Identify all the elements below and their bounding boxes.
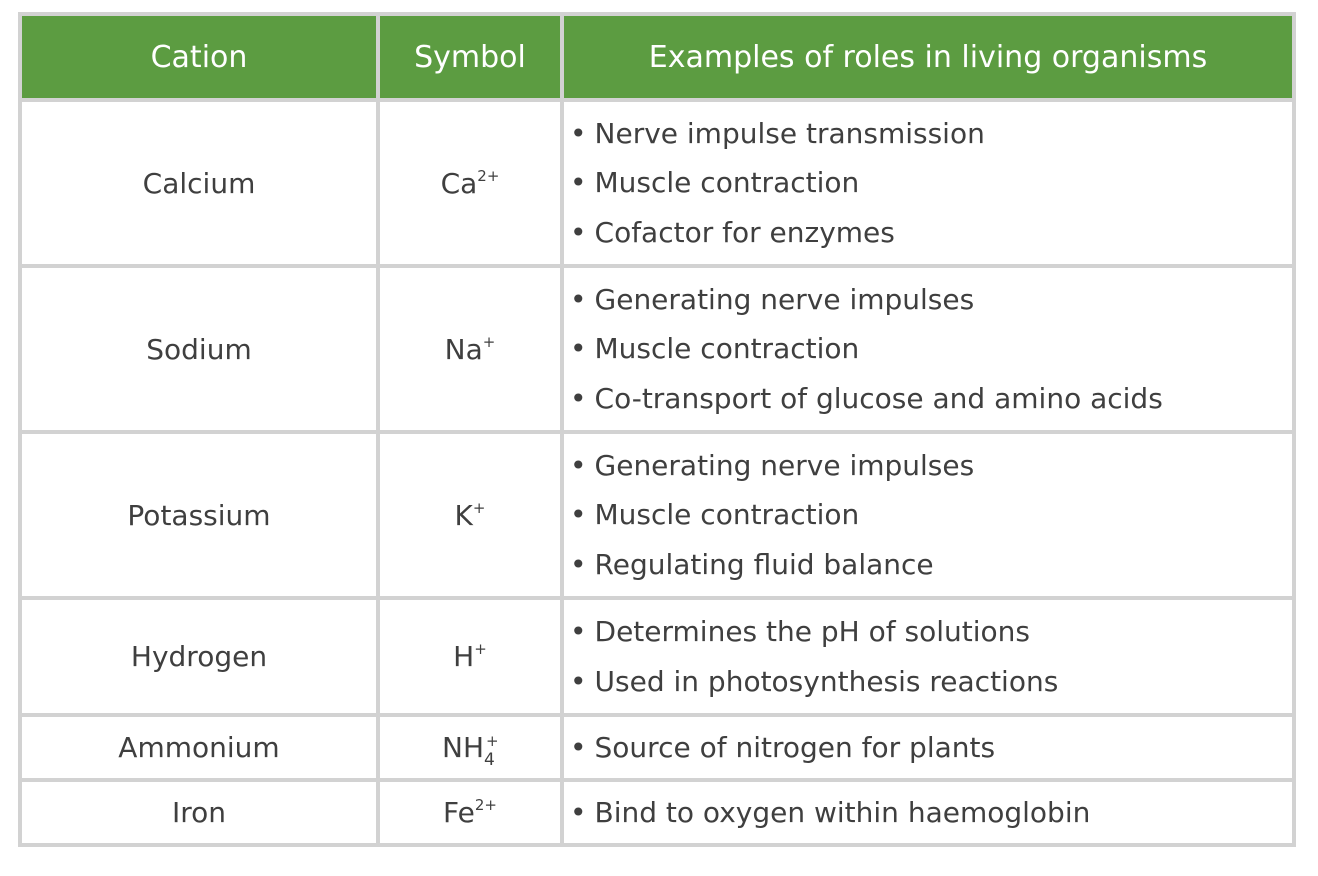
- bullet-icon: •: [570, 498, 587, 532]
- bullet-icon: •: [570, 215, 587, 249]
- ion-symbol: [380, 268, 560, 430]
- bullet-icon: •: [570, 730, 587, 764]
- symbol-charge: 2+: [474, 796, 497, 814]
- symbol-base: Ca: [440, 166, 478, 200]
- bullet-icon: •: [570, 166, 587, 200]
- bullet-icon: •: [570, 795, 587, 829]
- symbol-base: Na: [444, 332, 483, 366]
- ion-symbol: [380, 102, 560, 264]
- table-row: [22, 717, 1292, 778]
- ion-symbol: [380, 782, 560, 843]
- cation-name: Sodium: [22, 268, 376, 430]
- role-item: • Generating nerve impulses: [570, 282, 975, 316]
- table-row: [22, 600, 1292, 713]
- role-item: • Co-transport of glucose and amino acids: [570, 381, 1163, 415]
- bullet-icon: •: [570, 547, 587, 581]
- symbol-charge: +: [482, 332, 496, 351]
- header-symbol: Symbol: [380, 16, 560, 98]
- cation-name: Calcium: [22, 102, 376, 264]
- cation-name: Potassium: [22, 434, 376, 596]
- roles-cell: [564, 782, 1292, 843]
- roles-cell: [564, 268, 1292, 430]
- bullet-icon: •: [570, 282, 587, 316]
- cation-roles-table-container: [18, 12, 1296, 847]
- symbol-base: Fe: [443, 796, 475, 829]
- role-item: • Muscle contraction: [570, 332, 860, 366]
- ion-symbol: [380, 717, 560, 778]
- bullet-icon: •: [570, 332, 587, 366]
- roles-cell: [564, 600, 1292, 713]
- symbol-base: NH: [442, 731, 484, 764]
- role-item: • Muscle contraction: [570, 166, 860, 200]
- bullet-icon: •: [570, 116, 587, 150]
- bullet-icon: •: [570, 448, 587, 482]
- cation-roles-table: [18, 12, 1296, 847]
- symbol-charge: +: [474, 640, 487, 658]
- symbol-base: K: [454, 498, 473, 532]
- symbol-subscript: 4: [484, 750, 495, 770]
- role-item: • Regulating fluid balance: [570, 547, 934, 581]
- role-item: • Muscle contraction: [570, 498, 860, 532]
- table-row: [22, 102, 1292, 264]
- bullet-icon: •: [570, 664, 587, 698]
- header-cation: Cation: [22, 16, 376, 98]
- role-item: • Generating nerve impulses: [570, 448, 975, 482]
- bullet-icon: •: [570, 381, 587, 415]
- ion-symbol: [380, 600, 560, 713]
- bullet-icon: •: [570, 615, 587, 648]
- role-item: • Source of nitrogen for plants: [570, 730, 996, 764]
- ion-symbol: [380, 434, 560, 596]
- symbol-charge: +: [486, 732, 499, 750]
- table-row: [22, 782, 1292, 843]
- cation-name: Hydrogen: [22, 600, 376, 713]
- header-roles: Examples of roles in living organisms: [564, 16, 1292, 98]
- cation-name: Iron: [22, 782, 376, 843]
- roles-cell: [564, 717, 1292, 778]
- symbol-base: H: [453, 640, 475, 673]
- role-item: • Determines the pH of solutions: [570, 615, 1030, 648]
- role-item: • Bind to oxygen within haemoglobin: [570, 795, 1091, 829]
- table-row: [22, 268, 1292, 430]
- roles-cell: [564, 434, 1292, 596]
- role-item: • Used in photosynthesis reactions: [570, 664, 1059, 698]
- role-item: • Cofactor for enzymes: [570, 215, 895, 249]
- symbol-charge: 2+: [477, 166, 500, 185]
- roles-cell: [564, 102, 1292, 264]
- cation-name: Ammonium: [22, 717, 376, 778]
- role-item: • Nerve impulse transmission: [570, 116, 985, 150]
- table-row: [22, 434, 1292, 596]
- symbol-charge: +: [472, 498, 486, 517]
- header-row: [22, 16, 1292, 98]
